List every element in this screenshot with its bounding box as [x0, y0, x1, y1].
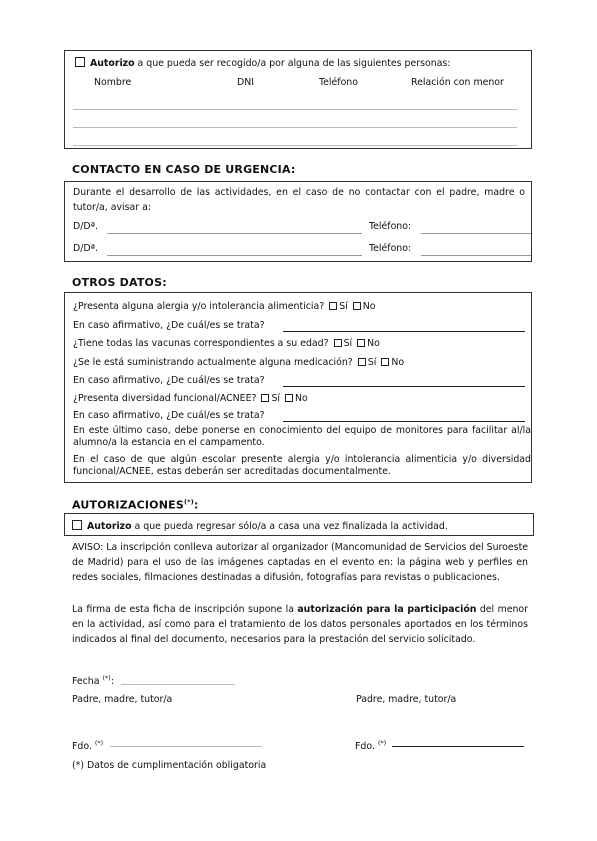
si-label: Sí — [367, 357, 377, 368]
contacto-name-label-1: D/Dª. — [73, 221, 98, 232]
q-medicacion-no-checkbox[interactable] — [381, 358, 389, 366]
pickup-text: a que pueda ser recogido/a por alguna de las siguientes personas: — [134, 58, 451, 69]
no-label: No — [295, 393, 308, 404]
autorizaciones-heading — [72, 498, 199, 512]
pickup-authorization-box — [64, 50, 532, 149]
required-mark: (*) — [102, 674, 111, 682]
si-label: Sí — [271, 393, 281, 404]
pickup-entry-line-2[interactable] — [73, 127, 517, 128]
required-footnote: (*) Datos de cumplimentación obligatoria — [72, 760, 267, 771]
required-mark: (*) — [94, 739, 104, 747]
q-medicacion-fill-label: En caso afirmativo, ¿De cuál/es se trata? — [73, 375, 265, 386]
q-medicacion-fill-field[interactable] — [283, 386, 525, 387]
required-mark: (*) — [183, 498, 194, 506]
fecha-colon: : — [110, 676, 114, 688]
q-acnee — [73, 393, 308, 404]
q-medicacion-si-checkbox[interactable] — [358, 358, 366, 366]
q-alergia-text: ¿Presenta alguna alergia y/o intolerancia alimenticia? — [73, 301, 325, 312]
si-label: Sí — [343, 338, 353, 349]
q-alergia — [73, 301, 376, 312]
firma-paragraph — [72, 603, 528, 647]
q-alergia-fill-field[interactable] — [283, 331, 525, 332]
q-medicacion-text: ¿Se le está suministrando actualmente alguna medicación? — [73, 357, 353, 368]
otros-box — [64, 292, 532, 483]
fdo-label-left — [72, 739, 103, 752]
contacto-phone-label-2: Teléfono: — [369, 243, 412, 254]
q-medicacion — [73, 357, 404, 368]
return-home-line — [70, 520, 448, 532]
pickup-autorizo-label: Autorizo — [89, 58, 135, 69]
pickup-entry-line-1[interactable] — [73, 109, 517, 110]
column-nombre: Nombre — [94, 77, 132, 88]
pickup-authorization-line — [73, 57, 450, 69]
contacto-box — [64, 181, 532, 262]
q-vacunas-si-checkbox[interactable] — [334, 339, 342, 347]
contacto-name-field-1[interactable] — [107, 233, 362, 234]
q-alergia-no-checkbox[interactable] — [353, 302, 361, 310]
contacto-phone-field-2[interactable] — [421, 255, 531, 256]
si-label: Sí — [339, 301, 348, 312]
q-alergia-fill-label: En caso afirmativo, ¿De cuál/es se trata? — [73, 320, 265, 331]
firma-text-bold: autorización para la participación — [297, 604, 477, 615]
q-acnee-fill-label: En caso afirmativo, ¿De cuál/es se trata? — [73, 410, 265, 421]
return-home-text: a que pueda regresar sólo/a a casa una vez finalizada la actividad. — [131, 521, 448, 532]
column-dni: DNI — [237, 77, 254, 88]
contacto-name-field-2[interactable] — [107, 255, 362, 256]
q-alergia-si-checkbox[interactable] — [329, 302, 337, 310]
contacto-intro: Durante el desarrollo de las actividades, en el caso de no contactar con el padre, madre o tutor/a, avisar a: — [73, 187, 525, 213]
fecha-label — [72, 674, 114, 687]
column-telefono: Teléfono — [319, 77, 358, 88]
contacto-phone-field-1[interactable] — [421, 233, 531, 234]
q-acnee-no-checkbox[interactable] — [285, 394, 293, 402]
fdo-signature-field-left[interactable] — [110, 746, 262, 747]
fdo-text: Fdo. — [355, 741, 375, 753]
padre-label-right: Padre, madre, tutor/a — [356, 694, 457, 705]
q-acnee-text: ¿Presenta diversidad funcional/ACNEE? — [73, 393, 257, 404]
fdo-label-right — [355, 739, 386, 752]
firma-text-pre: La firma de esta ficha de inscripción supone la — [72, 604, 298, 615]
firma-text-post: del menor en la actividad, así como para el tratamiento de los datos personales aportados en los términos indicados al final del documento, necesarios para la prestación del servicio solicitado. — [72, 604, 529, 645]
fdo-signature-field-right[interactable] — [392, 746, 524, 747]
pickup-checkbox[interactable] — [75, 57, 85, 67]
otros-note-2: En el caso de que algún escolar presente alergia y/o intolerancia alimenticia y/o diversidad funcional/ACNEE, estas deberán ser acreditadas documentalmente. — [73, 454, 531, 478]
heading-colon: : — [193, 498, 199, 512]
return-home-box — [64, 513, 534, 536]
autorizaciones-heading-text: AUTORIZACIONES — [72, 498, 184, 512]
fecha-label-text: Fecha — [72, 676, 100, 688]
column-relacion: Relación con menor — [411, 77, 504, 88]
no-label: No — [391, 357, 405, 368]
q-acnee-fill-field[interactable] — [283, 421, 525, 422]
return-home-checkbox[interactable] — [72, 520, 82, 530]
no-label: No — [362, 301, 376, 312]
aviso-paragraph: AVISO: La inscripción conlleva autorizar al organizador (Mancomunidad de Servicios del Suroeste de Madrid) para el uso de las imágenes captadas en el evento en: la página web y perfiles en redes sociales, filmaciones destinadas a difusión, fotografías para revistas o publicaciones. — [72, 542, 529, 583]
q-acnee-si-checkbox[interactable] — [261, 394, 269, 402]
q-vacunas — [73, 338, 380, 349]
contacto-phone-label-1: Teléfono: — [369, 221, 412, 232]
contacto-heading: CONTACTO EN CASO DE URGENCIA: — [72, 163, 296, 176]
q-vacunas-text: ¿Tiene todas las vacunas correspondientes a su edad? — [73, 338, 329, 349]
otros-note-1: En este último caso, debe ponerse en conocimiento del equipo de monitores para facilitar al/la alumno/a la estancia en el campamento. — [73, 425, 531, 449]
otros-heading: OTROS DATOS: — [72, 276, 167, 289]
contacto-name-label-2: D/Dª. — [73, 243, 98, 254]
return-home-autorizo-label: Autorizo — [86, 521, 132, 532]
fdo-text: Fdo. — [72, 741, 92, 753]
q-vacunas-no-checkbox[interactable] — [357, 339, 365, 347]
no-label: No — [367, 338, 380, 349]
required-mark: (*) — [377, 739, 387, 747]
fecha-field[interactable] — [121, 684, 235, 685]
pickup-entry-line-3[interactable] — [73, 145, 517, 146]
padre-label-left: Padre, madre, tutor/a — [72, 694, 173, 705]
